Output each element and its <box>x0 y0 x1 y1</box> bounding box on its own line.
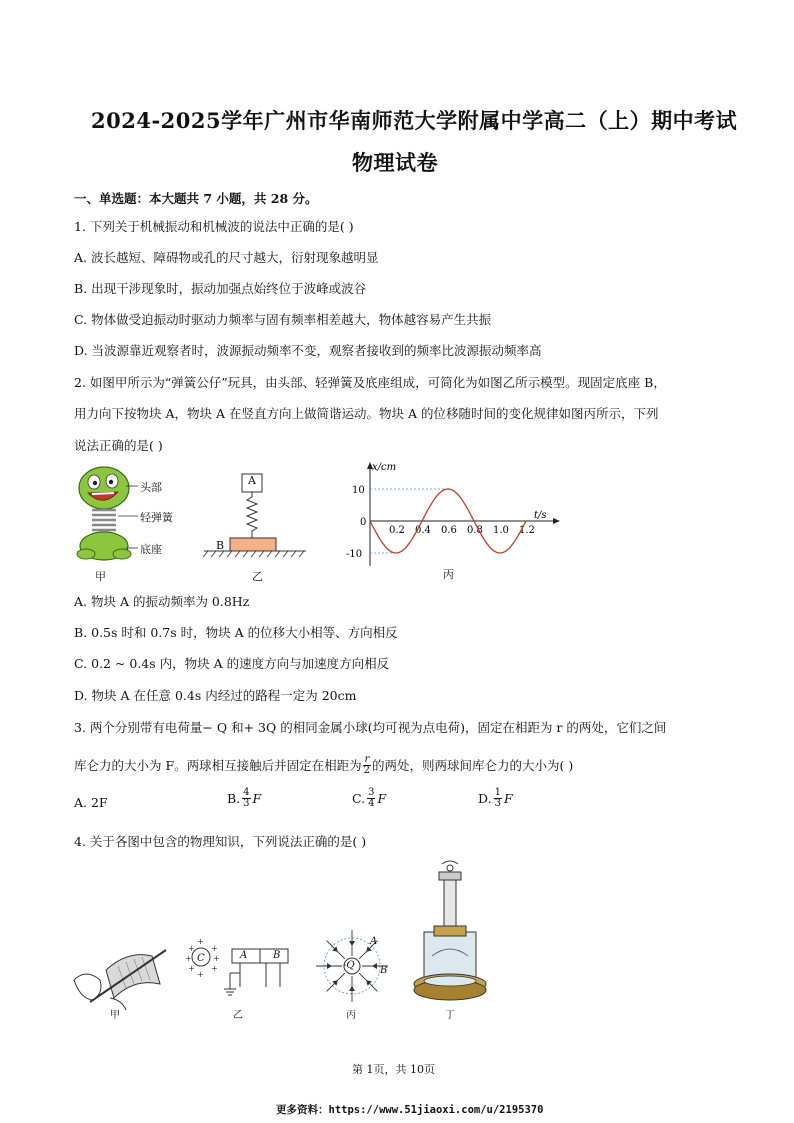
label-b: B <box>273 950 281 961</box>
fraction-numerator: 4 <box>243 787 250 798</box>
page-subtitle: 物理试卷 <box>352 150 438 175</box>
q4-caption-ding: 丁 <box>445 1010 455 1021</box>
q3-option-b <box>227 788 261 809</box>
fraction-numerator: r <box>364 754 370 765</box>
label-a: A <box>240 950 248 961</box>
svg-text:+: + <box>211 944 218 953</box>
svg-text:+: + <box>197 970 204 979</box>
page-number: 第 1页，共 10页 <box>352 1063 435 1076</box>
q2-stem-line2: 用力向下按物块 A，物块 A 在竖直方向上做简谐运动。物块 A 的位移随时间的变化规律如图丙所示，下列 <box>74 406 659 421</box>
x-tick-label: 0.6 <box>441 525 457 536</box>
q4-caption-bing: 丙 <box>346 1010 356 1021</box>
q2-option-c: C. 0.2 ~ 0.4s 内，物块 A 的速度方向与加速度方向相反 <box>74 656 390 671</box>
q3-stem-part1: 库仑力的大小为 F。两球相互接触后并固定在相距为 <box>74 757 362 773</box>
svg-text:+: + <box>188 944 195 953</box>
option-d-fraction <box>494 788 502 809</box>
label-block-a: A <box>248 474 256 487</box>
option-d-symbol: F <box>503 790 513 806</box>
option-b-label: B. <box>227 790 241 806</box>
q3-option-d <box>478 788 513 809</box>
page-title: 2024-2025学年广州市华南师范大学附属中学高二（上）期中考试 <box>91 108 738 133</box>
fraction-denominator: 3 <box>243 798 250 809</box>
label-spring: 轻弹簧 <box>140 511 173 524</box>
fraction-numerator: 3 <box>368 787 375 798</box>
q1-stem: 1. 下列关于机械振动和机械波的说法中正确的是( ) <box>74 219 354 234</box>
q3-option-a: A. 2F <box>74 795 108 810</box>
label-base: 底座 <box>140 543 162 556</box>
q3-stem-line1: 3. 两个分别带有电荷量− Q 和+ 3Q 的相同金属小球(均可视为点电荷)，固定在相距为 r 的两处，它们之间 <box>74 720 667 735</box>
section-heading: 一、单选题：本大题共 7 小题，共 28 分。 <box>74 191 318 206</box>
field-arrow <box>349 986 355 991</box>
q3-fraction <box>363 755 371 776</box>
label-base-b: B <box>216 539 225 552</box>
option-b-fraction <box>242 788 250 809</box>
q1-option-c: C. 物体做受迫振动时驱动力频率与固有频率相差越大，物体越容易产生共振 <box>74 312 492 327</box>
label-c: C <box>197 953 205 964</box>
q2-option-d: D. 物块 A 在任意 0.4s 内经过的路程一定为 20cm <box>74 688 357 703</box>
label-head: 头部 <box>140 481 162 494</box>
x-tick-label: 0.2 <box>389 525 405 536</box>
x-axis-arrow <box>553 518 560 524</box>
q2-stem-line3: 说法正确的是( ) <box>74 438 163 453</box>
option-b-symbol: F <box>252 790 262 806</box>
q4-stem: 4. 关于各图中包含的物理知识，下列说法正确的是( ) <box>74 834 367 849</box>
q3-stem-line2 <box>74 755 573 776</box>
induction-figure <box>180 937 300 1005</box>
field-arrow <box>327 963 332 969</box>
q4-caption-jia: 甲 <box>110 1010 120 1021</box>
svg-text:+: + <box>188 964 195 973</box>
y-tick-label: -10 <box>346 549 363 560</box>
fraction-numerator: 1 <box>494 787 501 798</box>
apparatus-figure <box>410 856 490 1006</box>
q2-option-a: A. 物块 A 的振动频率为 0.8Hz <box>74 594 250 609</box>
origin-label: 0 <box>360 517 367 528</box>
caption-yi: 乙 <box>252 570 263 583</box>
svg-text:+: + <box>197 937 204 946</box>
fraction-denominator: 3 <box>494 798 501 809</box>
q1-option-b: B. 出现干涉现象时，振动加强点始终位于波峰或波谷 <box>74 281 367 296</box>
x-tick-label: 0.4 <box>415 525 431 536</box>
fraction-denominator: 4 <box>368 798 375 809</box>
q2-stem-line1: 2. 如图甲所示为“弹簧公仔”玩具，由头部、轻弹簧及底座组成，可简化为如图乙所示模型。现固定底座 B， <box>74 375 666 390</box>
option-c-label: C. <box>352 790 366 806</box>
rod-rubbing-figure <box>70 940 170 1015</box>
q1-option-d: D. 当波源靠近观察者时，波源振动频率不变，观察者接收到的频率比波源振动频率高 <box>74 343 542 358</box>
field-arrow <box>372 963 377 969</box>
caption-jia: 甲 <box>95 570 106 583</box>
option-c-symbol: F <box>377 790 387 806</box>
svg-text:+: + <box>185 954 192 963</box>
q2-option-b: B. 0.5s 时和 0.7s 时，物块 A 的位移大小相等、方向相反 <box>74 625 398 640</box>
q3-option-c <box>352 788 386 809</box>
option-c-fraction <box>367 788 375 809</box>
fraction-denominator: 2 <box>363 765 371 776</box>
q1-option-a: A. 波长越短、障碍物或孔的尺寸越大，衍射现象越明显 <box>74 250 379 265</box>
label-b2: B <box>380 965 388 976</box>
svg-text:+: + <box>213 954 220 963</box>
option-d-label: D. <box>478 790 492 806</box>
y-axis-label: x/cm <box>372 462 397 473</box>
field-arrow <box>349 941 355 946</box>
q3-stem-part2: 的两处，则两球间库仑力的大小为( ) <box>372 757 574 773</box>
svg-text:+: + <box>211 964 218 973</box>
y-tick-label: 10 <box>352 485 365 496</box>
caption-bing: 丙 <box>443 568 454 581</box>
footer-more-link[interactable]: 更多资料：https://www.51jiaoxi.com/u/2195370 <box>276 1104 544 1116</box>
label-a2: A <box>370 936 378 947</box>
x-tick-label: 1.2 <box>519 525 535 536</box>
label-minus-q: -Q <box>343 960 355 971</box>
x-tick-label: 0.8 <box>467 525 483 536</box>
spring-toy-figure <box>72 462 192 580</box>
q4-caption-yi: 乙 <box>233 1010 243 1021</box>
x-tick-label: 1.0 <box>493 525 509 536</box>
x-axis-label: t/s <box>534 510 547 521</box>
displacement-time-chart <box>330 458 570 583</box>
